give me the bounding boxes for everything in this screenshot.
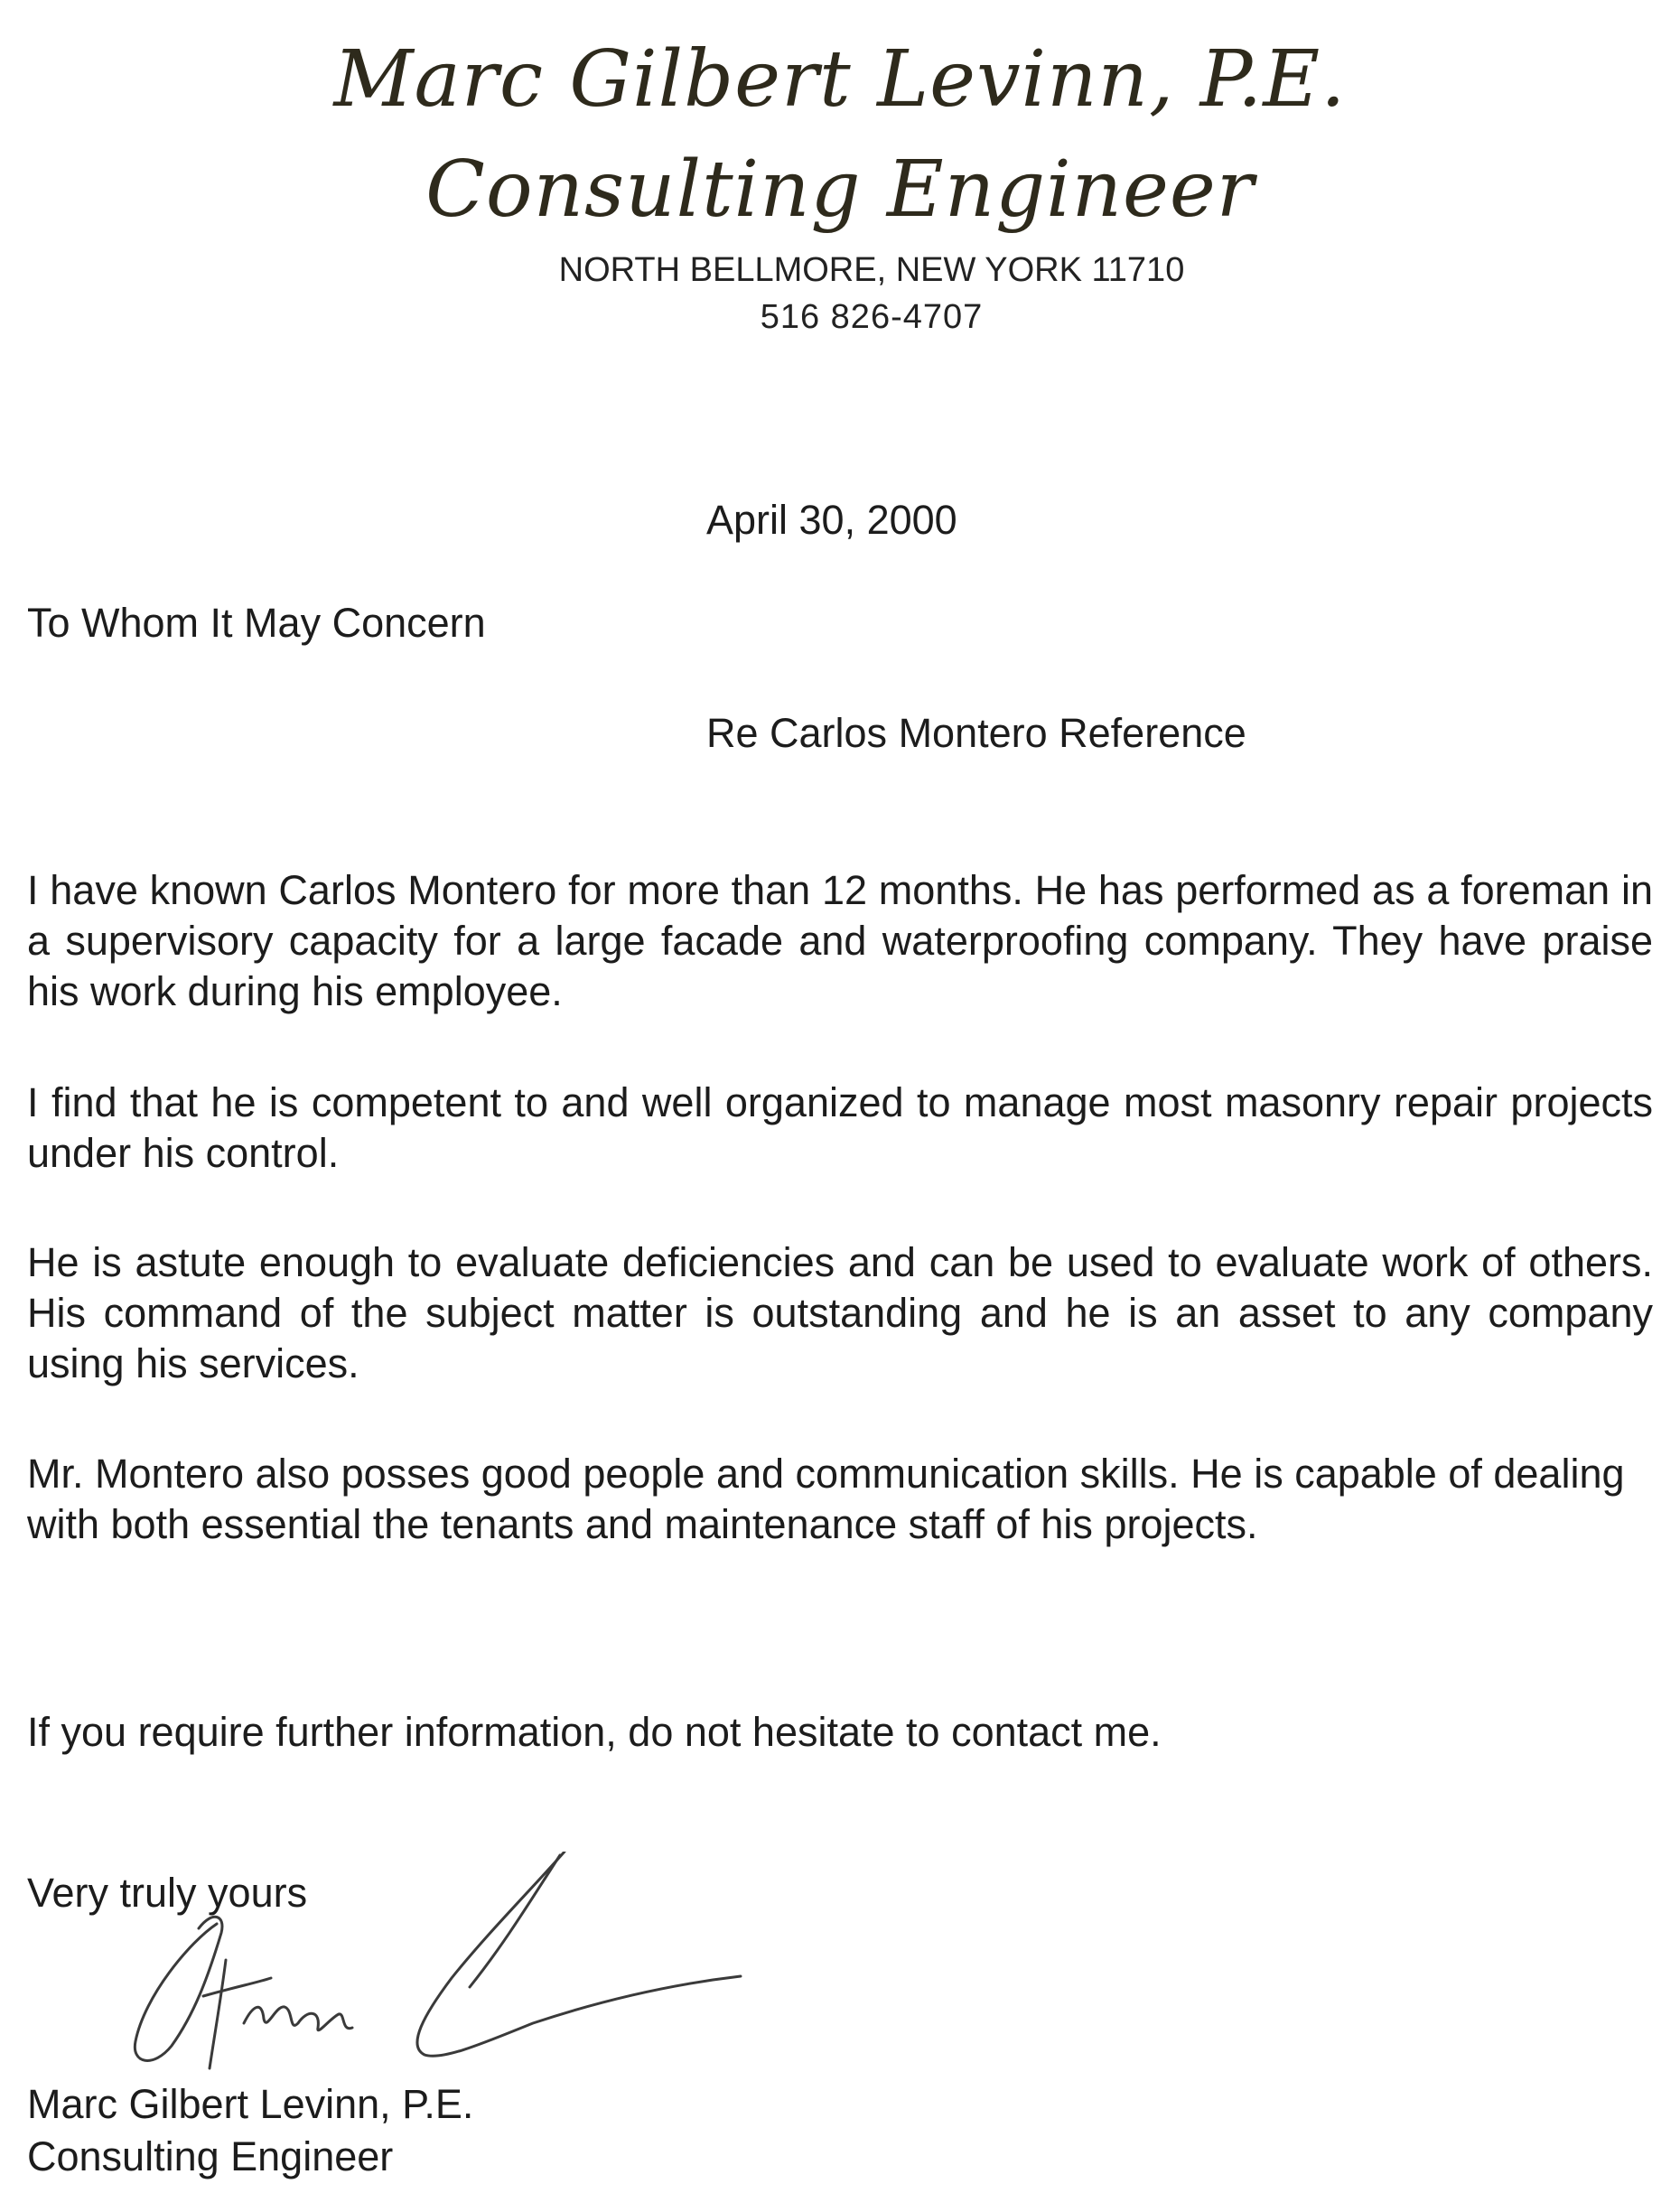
body-paragraph-3: He is astute enough to evaluate deficiencies and can be used to evaluate work of others. His command of the subject matter is outstanding and he is an asset to any company using his services.	[27, 1239, 1653, 1386]
letterhead-name: Marc Gilbert Levinn, P.E.	[333, 34, 1347, 125]
subject-line: Re Carlos Montero Reference	[706, 710, 1246, 756]
complimentary-close: Very truly yours	[27, 1870, 308, 1916]
handwritten-signature	[108, 1852, 759, 2086]
body-paragraph-2: I find that he is competent to and well organized to manage most masonry repair projects under his control.	[27, 1079, 1653, 1176]
body-paragraph-4: Mr. Montero also posses good people and communication skills. He is capable of dealing with both essential the tenants and maintenance staff of his projects.	[27, 1451, 1625, 1547]
letterhead-title: Consulting Engineer	[425, 145, 1255, 235]
signer-name: Marc Gilbert Levinn, P.E.	[27, 2081, 474, 2127]
body-paragraph-1: I have known Carlos Montero for more than 12 months. He has performed as a foreman in a supervisory capacity for a large facade and waterproofing company. They have praise his work during his employee.	[27, 867, 1653, 1014]
closing-paragraph: If you require further information, do not hesitate to contact me.	[27, 1709, 1162, 1755]
letter-date: April 30, 2000	[706, 497, 957, 543]
signer-title: Consulting Engineer	[27, 2133, 394, 2179]
letterhead-phone: 516 826-4707	[760, 298, 984, 336]
salutation: To Whom It May Concern	[27, 600, 486, 646]
letterhead-address: NORTH BELLMORE, NEW YORK 11710	[558, 251, 1185, 289]
